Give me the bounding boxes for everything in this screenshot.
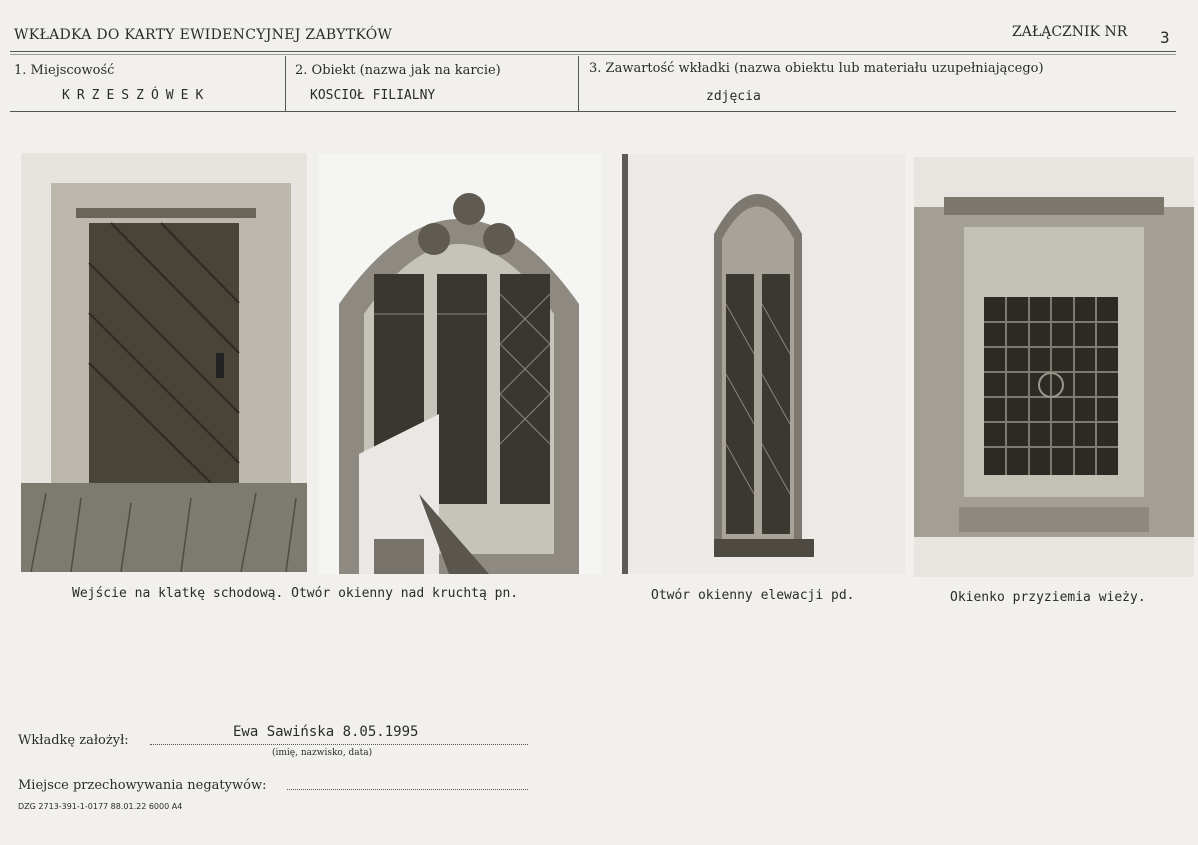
content-value: zdjęcia	[706, 89, 761, 104]
author-dotted-line	[150, 744, 528, 745]
author-label: Wkładkę założył:	[18, 733, 129, 748]
caption-photo-4: Okienko przyziemia wieży.	[950, 590, 1146, 605]
content-label: 3. Zawartość wkładki (nazwa obiektu lub materiału uzupełniającego)	[589, 61, 1044, 76]
attachment-number: 3	[1160, 28, 1170, 47]
attachment-label: ZAŁĄCZNIK NR	[1012, 24, 1128, 40]
negatives-dotted-line	[287, 789, 528, 790]
print-code: DZG 2713-391-1-0177 88.01.22 6000 A4	[18, 802, 183, 811]
form-title: WKŁADKA DO KARTY EWIDENCYJNEJ ZABYTKÓW	[14, 27, 393, 43]
field-divider-1	[285, 56, 286, 111]
field-divider-2	[578, 56, 579, 111]
photo-tower-window	[914, 157, 1194, 577]
author-value: Ewa Sawińska 8.05.1995	[233, 724, 419, 740]
caption-photos-1-2: Wejście na klatkę schodową. Otwór okienny nad kruchtą pn.	[72, 586, 519, 601]
header-rule	[10, 51, 1176, 52]
place-value: KRZESZÓWEK	[62, 88, 211, 103]
object-value: KOSCIOŁ FILIALNY	[310, 88, 436, 103]
object-label: 2. Obiekt (nazwa jak na karcie)	[295, 63, 501, 78]
negatives-label: Miejsce przechowywania negatywów:	[18, 778, 267, 793]
caption-photo-3: Otwór okienny elewacji pd.	[651, 588, 855, 603]
photo-door	[21, 153, 307, 572]
photo-gothic-window-south	[622, 154, 905, 574]
header-rule-thin	[10, 54, 1176, 55]
photo-gothic-window-north	[319, 154, 601, 574]
fields-rule	[10, 111, 1176, 112]
author-hint: (imię, nazwisko, data)	[272, 748, 373, 758]
place-label: 1. Miejscowość	[14, 63, 115, 78]
